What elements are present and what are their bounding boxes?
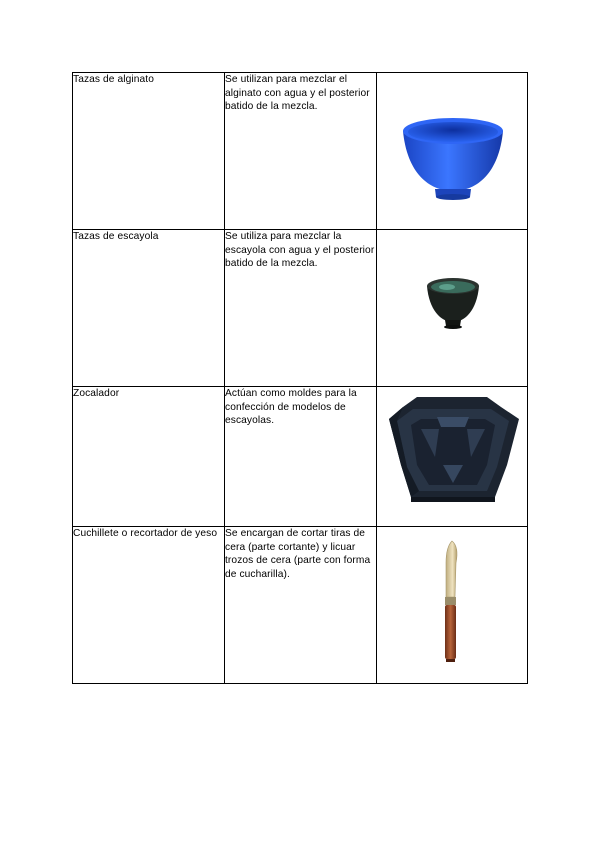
- instrument-image-cell: [377, 73, 528, 230]
- instrument-image-cell: [377, 230, 528, 387]
- instrument-description: Se encargan de cortar tiras de cera (parte cortante) y licuar trozos de cera (parte con forma de cucharilla).: [225, 527, 377, 684]
- instrument-description: Se utilizan para mezclar el alginato con agua y el posterior batido de la mezcla.: [225, 73, 377, 230]
- table-row: [73, 387, 528, 527]
- instrument-image-cell: [377, 387, 528, 527]
- instrument-name: Tazas de escayola: [73, 230, 225, 387]
- table-row: [73, 527, 528, 684]
- instrument-description: Se utiliza para mezclar la escayola con agua y el posterior batido de la mezcla.: [225, 230, 377, 387]
- instrument-description: Actúan como moldes para la confección de modelos de escayolas.: [225, 387, 377, 527]
- instrument-name: Tazas de alginato: [73, 73, 225, 230]
- blue-mixing-bowl-icon: [377, 73, 528, 230]
- wax-knife-icon: [377, 527, 528, 684]
- base-former-mold-icon: [377, 387, 528, 527]
- instruments-table: [72, 72, 528, 684]
- dark-mixing-bowl-icon: [377, 230, 528, 387]
- instrument-image-cell: [377, 527, 528, 684]
- table-row: [73, 230, 528, 387]
- instrument-name: Cuchillete o recortador de yeso: [73, 527, 225, 684]
- instrument-name: Zocalador: [73, 387, 225, 527]
- table-row: [73, 73, 528, 230]
